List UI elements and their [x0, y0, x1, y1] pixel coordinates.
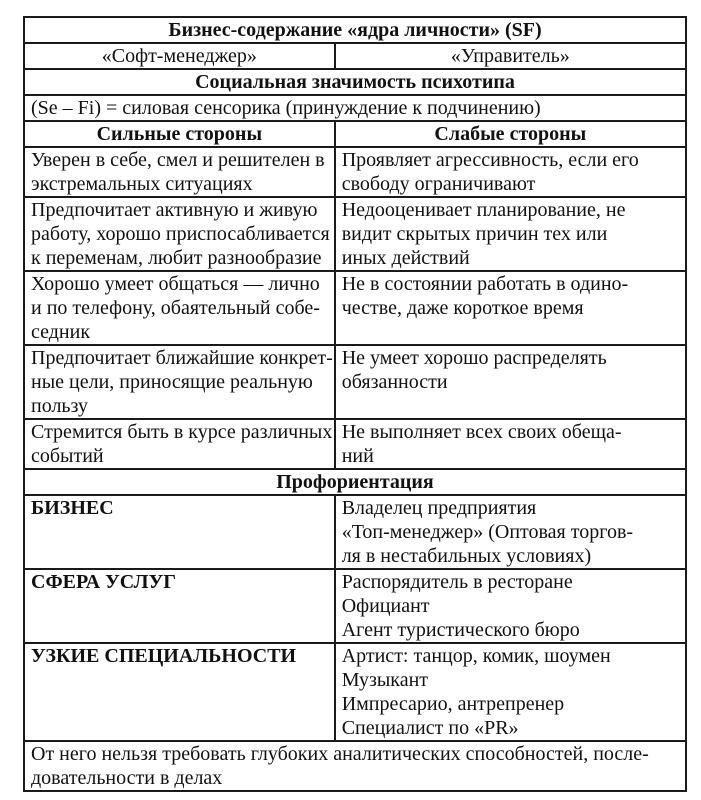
document	[23, 16, 687, 792]
weak-line: Недооценивает планирование, не	[341, 199, 626, 221]
strong-cell	[24, 271, 335, 345]
strong-line: Уверен в себе, смел и решителен в	[31, 149, 325, 171]
weak-cell	[335, 271, 686, 345]
career-field: БИЗНЕС	[24, 495, 335, 569]
career-field: СФЕРА УСЛУГ	[24, 569, 335, 643]
weak-line: ний	[341, 445, 374, 467]
strong-line: ные цели, приносящие реальную	[31, 371, 313, 393]
career-job: Специалист по «PR»	[341, 717, 519, 739]
weak-cell	[335, 419, 686, 469]
strong-line: и по телефону, обаятельный собе-	[31, 297, 320, 319]
trait-row	[24, 345, 686, 419]
strong-header: Сильные стороны	[24, 121, 335, 147]
names-row	[24, 43, 686, 69]
weak-line: обязанности	[341, 371, 448, 393]
title-row	[24, 17, 686, 43]
weak-line: видит скрытых причин тех или	[341, 223, 608, 245]
career-heading: Профориентация	[24, 469, 686, 495]
career-field: УЗКИЕ СПЕЦИАЛЬНОСТИ	[24, 643, 335, 741]
social-description-row	[24, 95, 686, 121]
trait-row	[24, 419, 686, 469]
strong-line: Предпочитает активную и живую	[31, 199, 318, 221]
strong-line: Предпочитает ближайшие конкрет-	[31, 347, 333, 369]
weak-line: свободу ограничивают	[341, 173, 536, 195]
weak-cell	[335, 345, 686, 419]
career-job: Распорядитель в ресторане	[341, 571, 573, 593]
weak-line: Не в состоянии работать в одино-	[341, 273, 629, 295]
career-heading-row	[24, 469, 686, 495]
social-heading-row	[24, 69, 686, 95]
footer-line: довательности в делах	[31, 767, 223, 789]
career-job: Импресарио, антрепренер	[341, 693, 565, 715]
weak-line: иных действий	[341, 247, 470, 269]
footer-line: От него нельзя требовать глубоких аналитических способностей, после-	[31, 743, 649, 765]
career-job: Музыкант	[341, 669, 429, 691]
career-jobs	[335, 569, 686, 643]
strong-line: Стремится быть в курсе различных	[31, 421, 333, 443]
social-description: (Se – Fi) = силовая сенсорика (принуждение к подчинению)	[24, 95, 686, 121]
trait-row	[24, 271, 686, 345]
trait-row	[24, 197, 686, 271]
traits-header-row	[24, 121, 686, 147]
footer-note	[24, 741, 686, 791]
weak-line: Проявляет агрессивность, если его	[341, 149, 639, 171]
trait-row	[24, 147, 686, 197]
weak-cell	[335, 197, 686, 271]
strong-line: событий	[31, 445, 104, 467]
career-jobs	[335, 495, 686, 569]
strong-line: к переменам, любит разнообразие	[31, 247, 322, 269]
strong-line: Хорошо умеет общаться — лично	[31, 273, 320, 295]
career-job: Агент туристического бюро	[341, 619, 580, 641]
career-job: ля в нестабильных условиях)	[341, 545, 592, 567]
weak-line: Не умеет хорошо распределять	[341, 347, 607, 369]
name-left: «Софт-менеджер»	[24, 43, 335, 69]
career-job: Артист: танцор, комик, шоумен	[341, 645, 611, 667]
career-job: Владелец предприятия	[341, 497, 537, 519]
weak-header: Слабые стороны	[335, 121, 686, 147]
psychotype-table	[23, 16, 687, 792]
footer-row	[24, 741, 686, 791]
career-job: Официант	[341, 595, 430, 617]
strong-line: работу, хорошо приспосабливается	[31, 223, 330, 245]
strong-line: экстремальных ситуациях	[31, 173, 253, 195]
strong-cell	[24, 419, 335, 469]
strong-line: седник	[31, 321, 91, 343]
career-row	[24, 643, 686, 741]
strong-cell	[24, 197, 335, 271]
table-title: Бизнес-содержание «ядра личности» (SF)	[24, 17, 686, 43]
strong-cell	[24, 147, 335, 197]
weak-line: честве, даже короткое время	[341, 297, 584, 319]
weak-line: Не выполняет всех своих обеща-	[341, 421, 622, 443]
career-jobs	[335, 643, 686, 741]
career-row	[24, 495, 686, 569]
career-job: «Топ-менеджер» (Оптовая торгов-	[341, 521, 634, 543]
social-heading: Социальная значимость психотипа	[24, 69, 686, 95]
name-right: «Управитель»	[335, 43, 686, 69]
weak-cell	[335, 147, 686, 197]
strong-line: пользу	[31, 395, 89, 417]
career-row	[24, 569, 686, 643]
strong-cell	[24, 345, 335, 419]
